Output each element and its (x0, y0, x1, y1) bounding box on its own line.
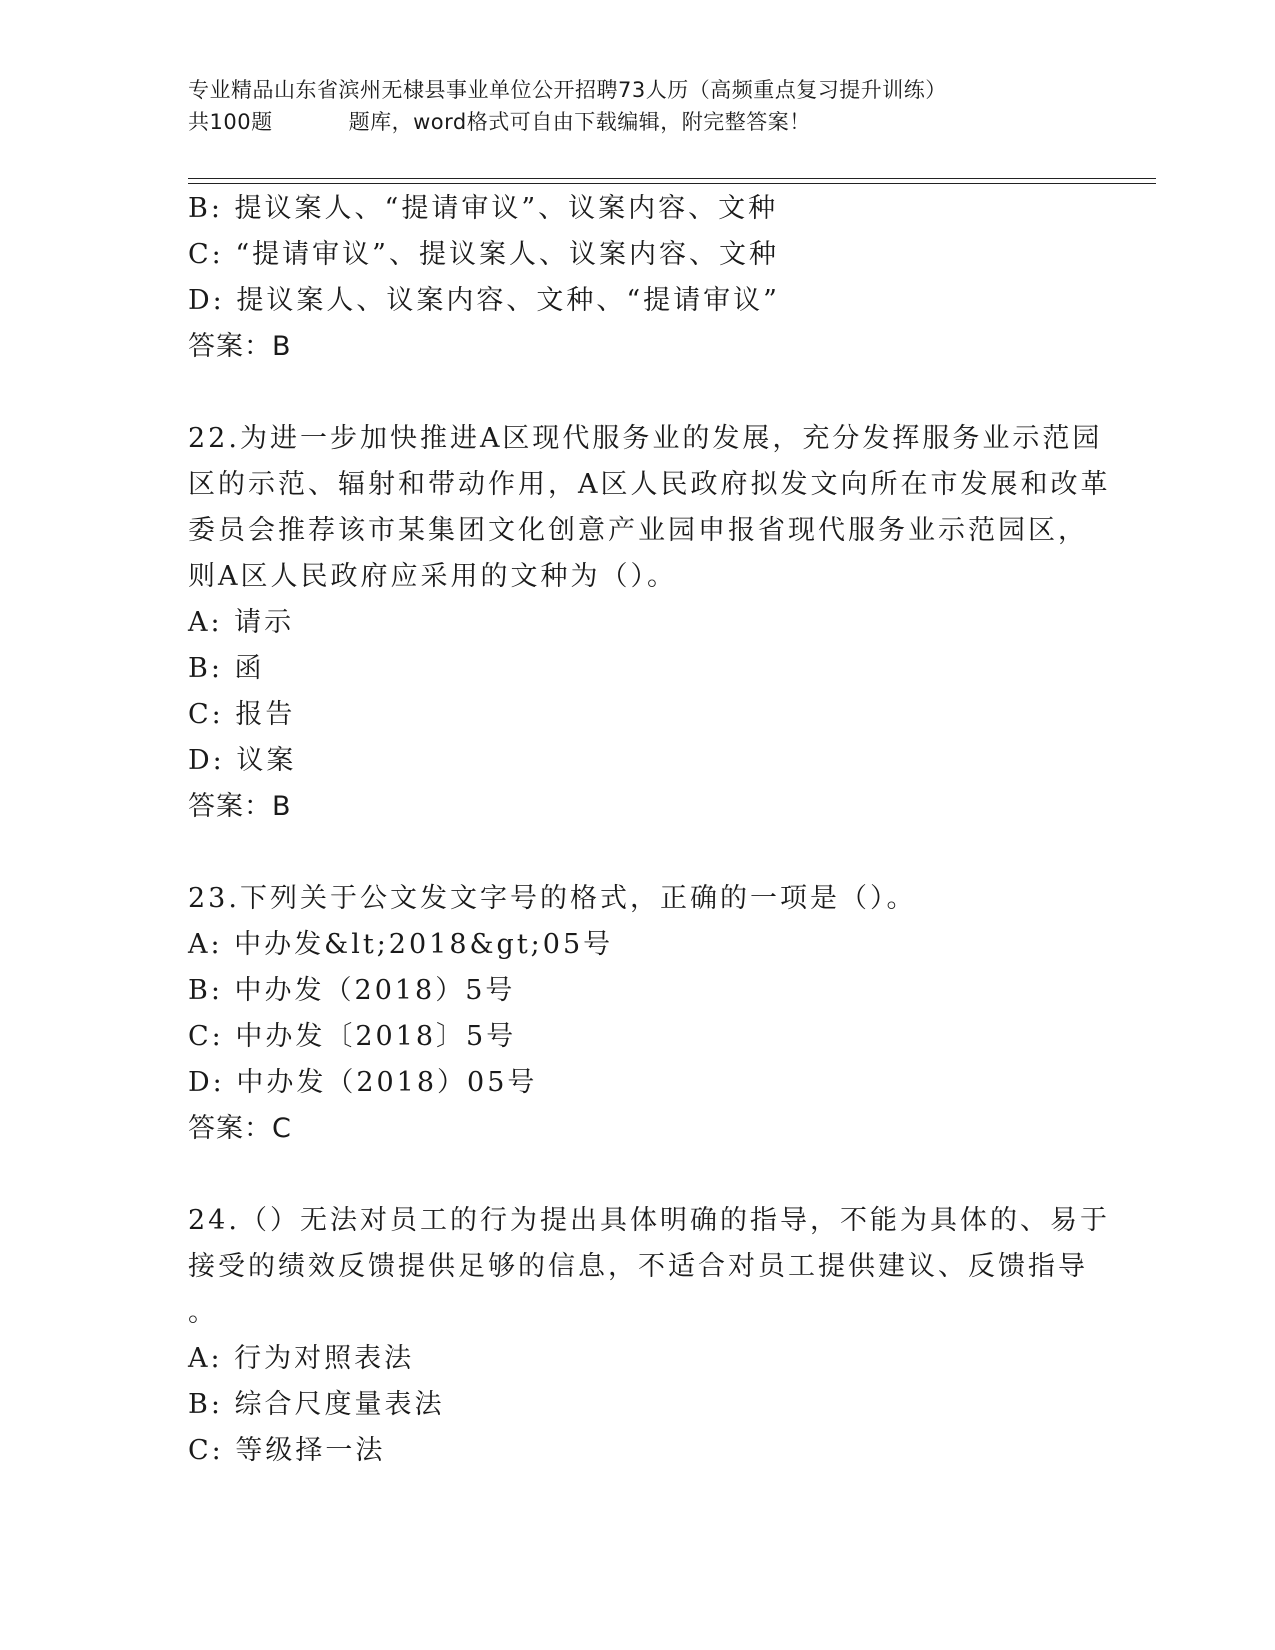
question-list (188, 186, 1111, 1474)
stem-line: 委员会推荐该市某集团文化创意产业园申报省现代服务业示范园区， (188, 515, 1088, 546)
option-c: C: “提请审议”、提议案人、议案内容、文种 (188, 239, 779, 270)
stem-line: 23.下列关于公文发文字号的格式，正确的一项是（）。 (188, 883, 917, 914)
option-d: D: 中办发（2018）05号 (188, 1067, 538, 1098)
option-d: D: 议案 (188, 745, 297, 776)
document-header (188, 74, 1088, 138)
option-a: A: 中办发&lt;2018&gt;05号 (188, 929, 614, 960)
option-b: B: 中办发（2018）5号 (188, 975, 516, 1006)
option-b: B: 函 (188, 653, 265, 684)
question-21 (188, 186, 1088, 370)
option-c: C: 报告 (188, 699, 296, 730)
question-24 (188, 1198, 1110, 1474)
question-22 (188, 416, 1111, 830)
question-stem (188, 416, 1111, 600)
stem-line: 接受的绩效反馈提供足够的信息，不适合对员工提供建议、反馈指导 (188, 1251, 1088, 1282)
header-divider-top (188, 178, 1156, 179)
option-a: A: 请示 (188, 607, 295, 638)
question-stem (188, 876, 1088, 922)
stem-line: 区的示范、辐射和带动作用，A区人民政府拟发文向所在市发展和改革 (188, 469, 1111, 500)
header-question-count: 共100题 (188, 110, 273, 134)
header-subtitle-line (188, 106, 1088, 138)
answer-line: 答案：B (188, 331, 292, 362)
option-d: D: 提议案人、议案内容、文种、“提请审议” (188, 285, 780, 316)
header-divider-bottom (188, 183, 1156, 184)
question-23 (188, 876, 1088, 1152)
header-description: 题库，word格式可自由下载编辑，附完整答案！ (348, 110, 811, 134)
question-stem (188, 1198, 1110, 1336)
stem-line: 则A区人民政府应采用的文种为（）。 (188, 561, 677, 592)
answer-line: 答案：C (188, 1113, 292, 1144)
option-c: C: 中办发〔2018〕5号 (188, 1021, 517, 1052)
stem-line: 22.为进一步加快推进A区现代服务业的发展，充分发挥服务业示范园 (188, 423, 1103, 454)
header-title-line: 专业精品山东省滨州无棣县事业单位公开招聘73人历（高频重点复习提升训练） (188, 78, 947, 102)
option-b: B: 提议案人、“提请审议”、议案内容、文种 (188, 193, 779, 224)
answer-line: 答案：B (188, 791, 292, 822)
stem-line: 。 (188, 1297, 218, 1328)
option-c: C: 等级择一法 (188, 1435, 386, 1466)
option-b: B: 综合尺度量表法 (188, 1389, 445, 1420)
option-a: A: 行为对照表法 (188, 1343, 415, 1374)
stem-line: 24.（）无法对员工的行为提出具体明确的指导，不能为具体的、易于 (188, 1205, 1110, 1236)
